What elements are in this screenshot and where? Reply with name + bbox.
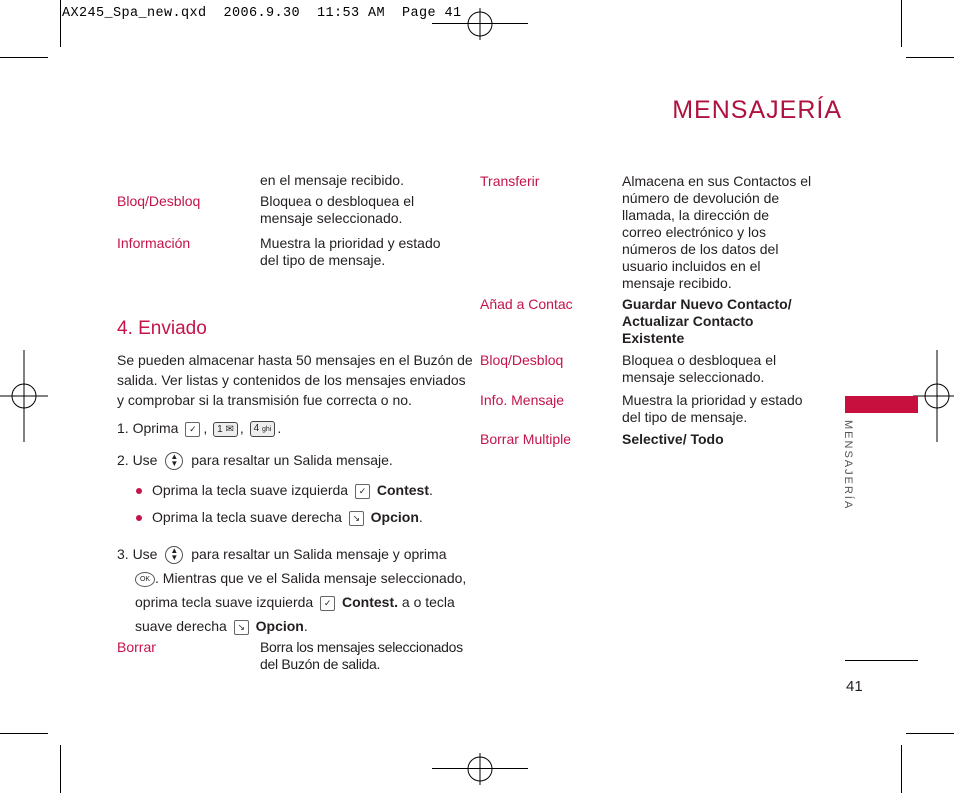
description-line: número de devolución de bbox=[622, 190, 780, 206]
right-soft-key-icon: ↘ bbox=[234, 620, 249, 635]
crop-mark bbox=[60, 745, 61, 793]
key-4-icon bbox=[250, 421, 276, 437]
section-intro bbox=[117, 350, 473, 410]
separator: . bbox=[418, 509, 423, 525]
description-line: Borra los mensajes seleccionados bbox=[260, 639, 463, 655]
description-line: del tipo de mensaje. bbox=[622, 409, 748, 425]
option-description bbox=[622, 431, 724, 448]
description-line: números de los datos del bbox=[622, 241, 779, 257]
continued-text: en el mensaje recibido. bbox=[260, 172, 404, 188]
menu-key-icon: ✓ bbox=[185, 422, 200, 437]
step-text: 1. Oprima bbox=[117, 420, 179, 436]
bullet-item bbox=[136, 482, 433, 499]
bullet-dot bbox=[136, 515, 142, 521]
step-1 bbox=[117, 420, 281, 437]
description-line: correo electrónico y los bbox=[622, 224, 766, 240]
registration-mark-right bbox=[913, 350, 954, 442]
option-label: Info. Mensaje bbox=[480, 392, 565, 408]
description-line: llamada, la dirección de bbox=[622, 207, 770, 223]
description-line: Selective/ Todo bbox=[622, 431, 724, 447]
step-text: a o tecla bbox=[398, 594, 455, 610]
left-soft-key-icon: ✓ bbox=[320, 596, 335, 611]
key-sub-label: ghi bbox=[262, 426, 272, 434]
crop-mark bbox=[0, 57, 48, 58]
side-tab-label: MENSAJERÍA bbox=[842, 420, 854, 511]
crop-mark bbox=[0, 733, 48, 734]
ok-key-icon: OK bbox=[135, 572, 155, 587]
step-text: oprima tecla suave izquierda bbox=[135, 594, 314, 610]
nav-key-icon: ▲ ▼ bbox=[165, 546, 183, 564]
description-line: mensaje seleccionado. bbox=[260, 210, 403, 226]
step-text: . bbox=[303, 618, 308, 634]
crop-mark bbox=[901, 0, 902, 47]
bullet-dot bbox=[136, 488, 142, 494]
description-line: Muestra la prioridad y estado bbox=[260, 235, 441, 251]
registration-mark-top bbox=[464, 8, 496, 40]
description-line: Existente bbox=[622, 330, 685, 346]
nav-key-icon: ▲ ▼ bbox=[165, 452, 183, 470]
description-line: del tipo de mensaje. bbox=[260, 252, 386, 268]
section-heading: 4. Enviado bbox=[117, 318, 207, 339]
option-label: Bloq/Desbloq bbox=[480, 352, 564, 368]
step-text: . Mientras que ve el Salida mensaje seleccionado, bbox=[155, 570, 467, 586]
step-text: para resaltar un Salida mensaje. bbox=[191, 452, 393, 468]
description-line: Bloquea o desbloquea el bbox=[260, 193, 415, 209]
option-label: Transferir bbox=[480, 173, 540, 189]
bold-term: Contest. bbox=[342, 594, 398, 610]
bold-term: Opcion bbox=[255, 618, 304, 634]
bullet-text: Oprima la tecla suave derecha bbox=[152, 509, 342, 525]
key-label: 4 bbox=[253, 423, 260, 435]
separator: , bbox=[239, 420, 244, 436]
option-description bbox=[260, 639, 463, 673]
print-slug: AX245_Spa_new.qxd 2006.9.30 11:53 AM Page 41 bbox=[62, 6, 462, 21]
description-line: usuario incluidos en el bbox=[622, 258, 761, 274]
side-tab bbox=[845, 396, 918, 413]
option-description bbox=[622, 392, 803, 426]
description-line: mensaje recibido. bbox=[622, 275, 732, 291]
crop-mark bbox=[60, 0, 61, 47]
step-line bbox=[117, 590, 466, 614]
description-line: mensaje seleccionado. bbox=[622, 369, 765, 385]
option-description bbox=[260, 193, 414, 227]
option-description bbox=[260, 235, 441, 269]
step-line bbox=[117, 542, 466, 566]
description-line: Guardar Nuevo Contacto/ bbox=[622, 296, 792, 312]
right-soft-key-icon: ↘ bbox=[349, 511, 364, 526]
page-number: 41 bbox=[846, 678, 863, 695]
left-soft-key-icon: ✓ bbox=[355, 484, 370, 499]
description-line: Muestra la prioridad y estado bbox=[622, 392, 803, 408]
description-line: del Buzón de salida. bbox=[260, 656, 381, 672]
registration-mark-bottom bbox=[464, 753, 496, 785]
step-text: suave derecha bbox=[135, 618, 227, 634]
key-1-icon: 1 ✉ bbox=[213, 422, 238, 437]
step-text: para resaltar un Salida mensaje y oprima bbox=[191, 546, 447, 562]
step-line bbox=[117, 566, 466, 590]
separator: . bbox=[277, 420, 282, 436]
bold-term: Opcion bbox=[370, 509, 419, 525]
description-line: Almacena en sus Contactos el bbox=[622, 173, 812, 189]
page-number-rule bbox=[845, 660, 918, 661]
step-text: 3. Use bbox=[117, 546, 158, 562]
option-label: Bloq/Desbloq bbox=[117, 193, 201, 209]
intro-line: Se pueden almacenar hasta 50 mensajes en el Buzón de bbox=[117, 352, 473, 368]
step-text: 2. Use bbox=[117, 452, 158, 468]
description-line: Actualizar Contacto bbox=[622, 313, 754, 329]
separator: , bbox=[203, 420, 208, 436]
option-description bbox=[622, 352, 776, 386]
step-2 bbox=[117, 452, 393, 470]
step-line bbox=[117, 614, 466, 638]
crop-mark bbox=[901, 745, 902, 793]
description-line: Bloquea o desbloquea el bbox=[622, 352, 777, 368]
option-label: Borrar Multiple bbox=[480, 431, 572, 447]
option-label: Información bbox=[117, 235, 191, 251]
bullet-text: Oprima la tecla suave izquierda bbox=[152, 482, 349, 498]
intro-line: salida. Ver listas y contenidos de los mensajes enviados bbox=[117, 372, 466, 388]
bold-term: Contest bbox=[376, 482, 430, 498]
registration-mark-left bbox=[0, 350, 48, 442]
option-label: Añad a Contac bbox=[480, 296, 573, 312]
step-3 bbox=[117, 542, 466, 638]
option-description bbox=[622, 173, 811, 292]
bullet-item bbox=[136, 509, 423, 526]
key-label: 1 bbox=[217, 423, 223, 435]
intro-line: y comprobar si la transmisión fue correcta o no. bbox=[117, 392, 412, 408]
option-description bbox=[622, 296, 792, 347]
separator: . bbox=[429, 482, 433, 498]
option-label: Borrar bbox=[117, 639, 156, 655]
crop-mark bbox=[906, 733, 954, 734]
page-title: MENSAJERÍA bbox=[672, 96, 842, 124]
crop-mark bbox=[906, 57, 954, 58]
